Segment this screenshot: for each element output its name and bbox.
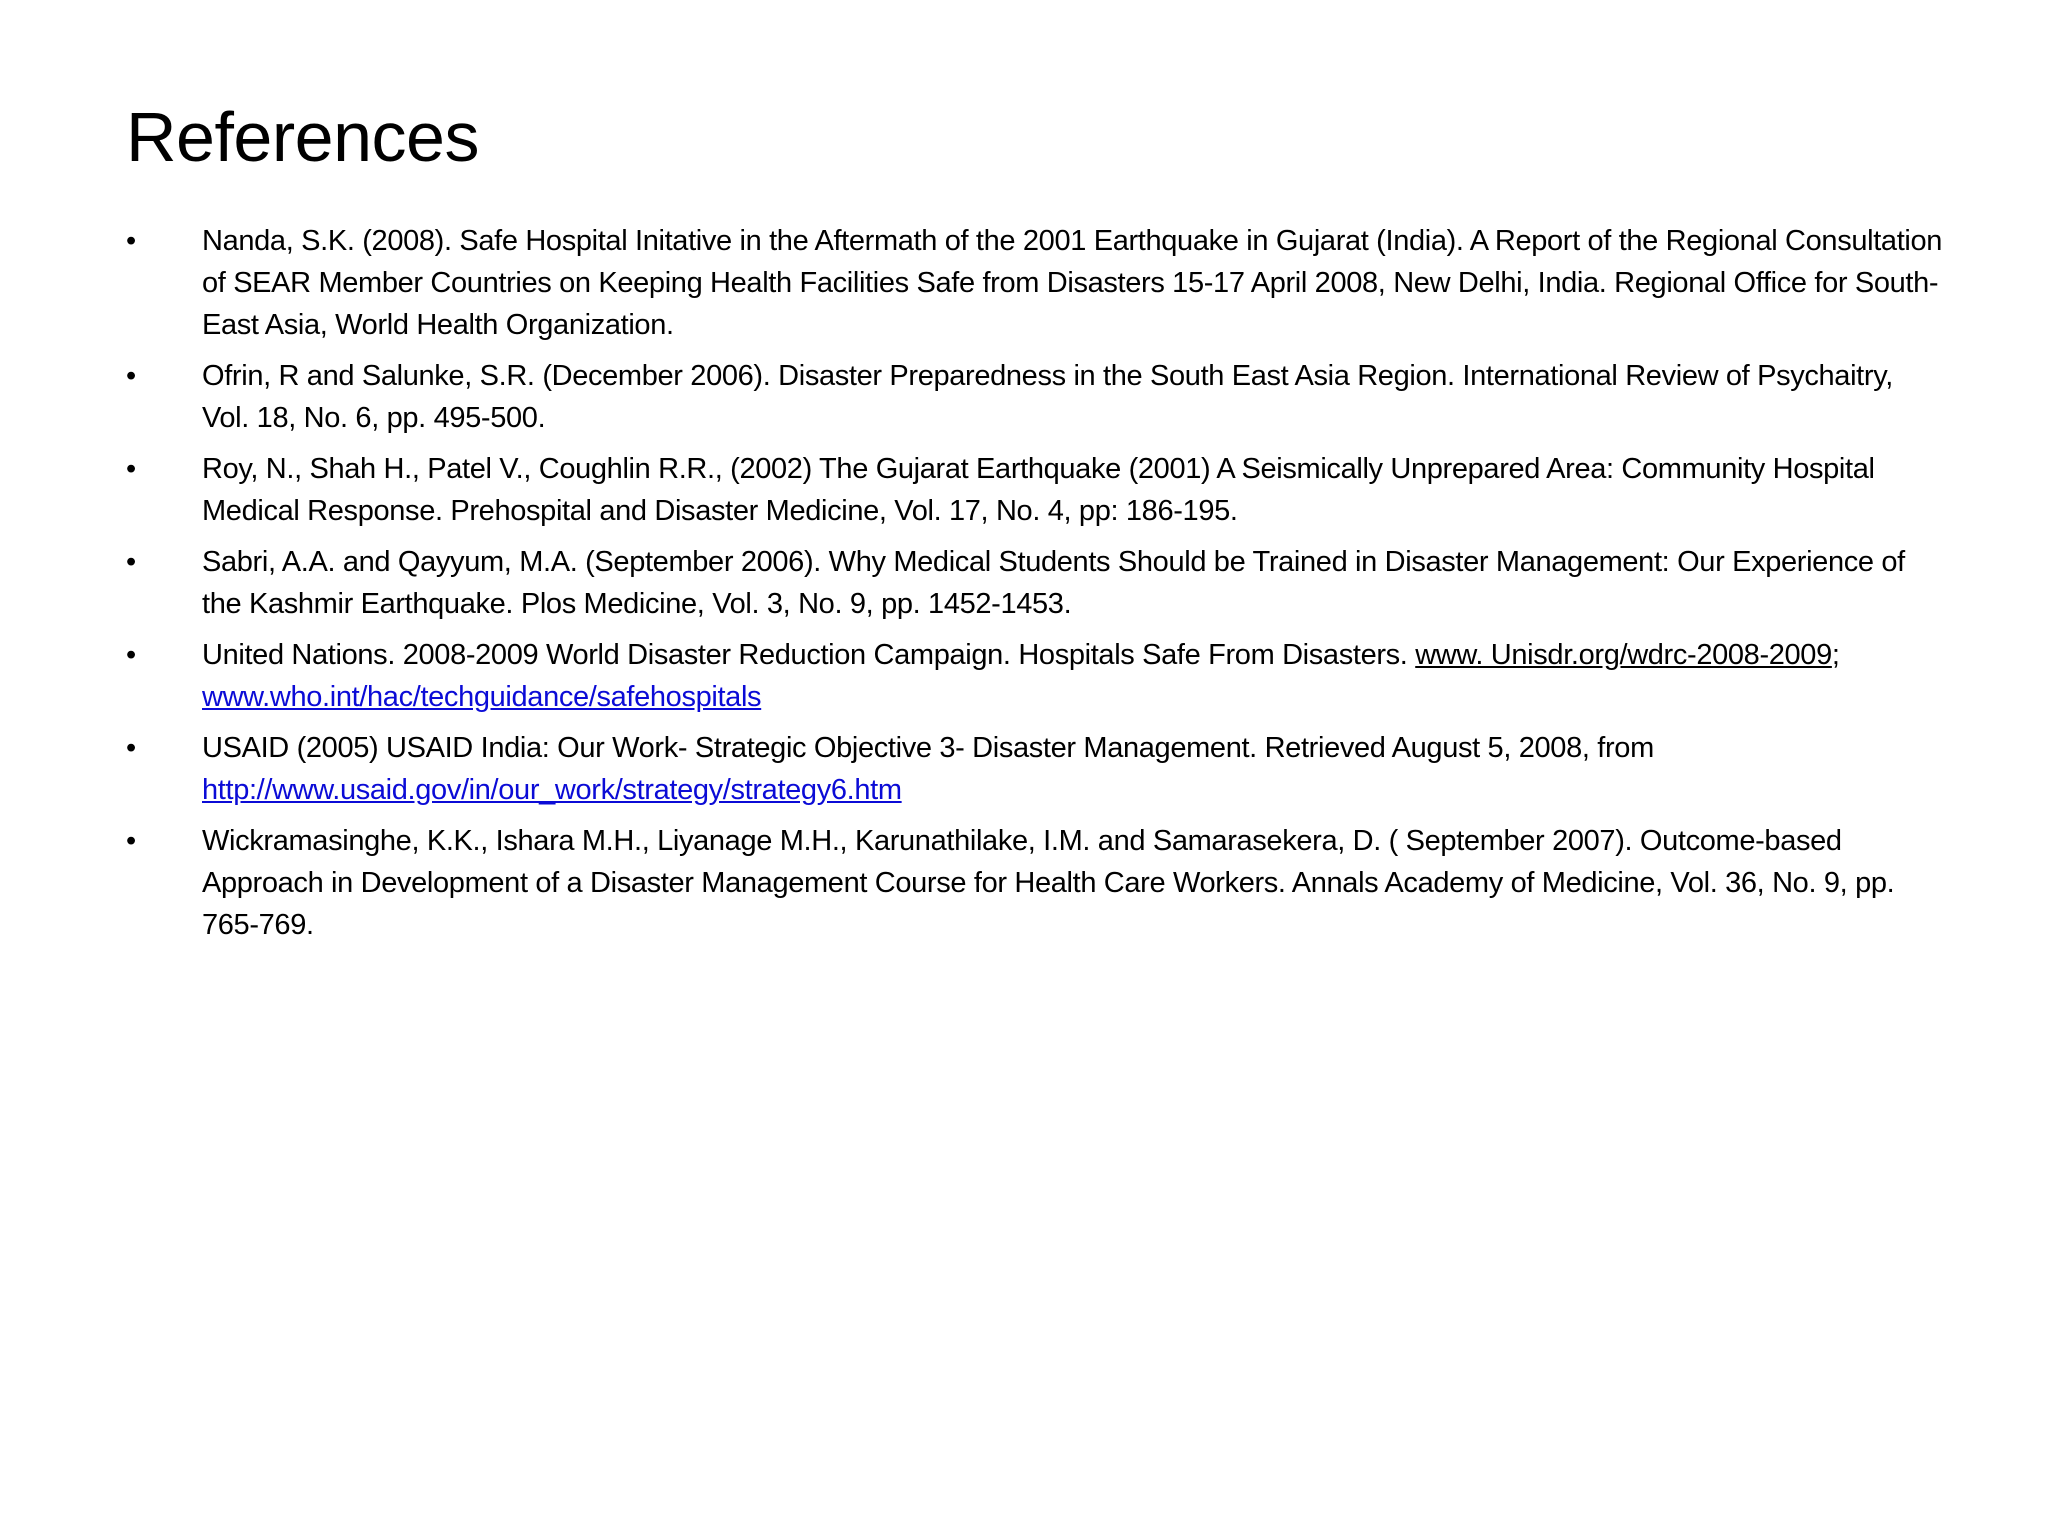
reference-text: Nanda, S.K. (2008). Safe Hospital Initative in the Aftermath of the 2001 Earthquake in Gujarat (India). A Report of the Regional Consultation of SEAR Member Countries on Keeping Health Facilities Safe from Disasters 15-17 April 2008, New Delhi, India. Regional Office for South-East Asia, World Health Organization. (202, 225, 1943, 341)
bullet-icon: • (126, 732, 136, 764)
slide-title: References (126, 98, 479, 176)
link-separator: ; (1831, 639, 1840, 671)
reference-item-ofrin (126, 355, 1946, 439)
bullet-icon: • (126, 546, 136, 578)
reference-item-roy (126, 448, 1946, 532)
reference-text: Roy, N., Shah H., Patel V., Coughlin R.R., (2002) The Gujarat Earthquake (2001) A Seismically Unprepared Area: Community Hospital Medical Response. Prehospital and Disaster Medicine, Vol. 17, No. 4, pp: 186-195. (202, 453, 1875, 527)
who-safehospitals-link[interactable]: www.who.int/hac/techguidance/safehospitals (202, 681, 762, 713)
reference-text: USAID (2005) USAID India: Our Work- Strategic Objective 3- Disaster Management. Retrieved August 5, 2008, from (202, 732, 1654, 764)
reference-text: Sabri, A.A. and Qayyum, M.A. (September 2006). Why Medical Students Should be Trained in Disaster Management: Our Experience of the Kashmir Earthquake. Plos Medicine, Vol. 3, No. 9, pp. 1452-1453. (202, 546, 1905, 620)
reference-text: United Nations. 2008-2009 World Disaster Reduction Campaign. Hospitals Safe From Disasters. (202, 639, 1416, 671)
bullet-icon: • (126, 453, 136, 485)
bullet-icon: • (126, 360, 136, 392)
reference-item-united-nations (126, 634, 1946, 718)
bullet-icon: • (126, 825, 136, 857)
bullet-icon: • (126, 225, 136, 257)
unisdr-link[interactable]: www. Unisdr.org/wdrc-2008-2009 (1415, 639, 1832, 671)
reference-item-wickramasinghe (126, 820, 1946, 946)
reference-item-sabri (126, 541, 1946, 625)
reference-item-usaid (126, 727, 1946, 811)
reference-text: Ofrin, R and Salunke, S.R. (December 2006). Disaster Preparedness in the South East Asia Region. International Review of Psychaitry, Vol. 18, No. 6, pp. 495-500. (202, 360, 1893, 434)
reference-list (126, 220, 1946, 955)
reference-text: Wickramasinghe, K.K., Ishara M.H., Liyanage M.H., Karunathilake, I.M. and Samarasekera, D. ( September 2007). Outcome-based Approach in Development of a Disaster Management Course for Health Care Workers. Annals Academy of Medicine, Vol. 36, No. 9, pp. 765-769. (202, 825, 1895, 941)
reference-item-nanda (126, 220, 1946, 346)
usaid-strategy-link[interactable]: http://www.usaid.gov/in/our_work/strategy/strategy6.htm (202, 774, 902, 806)
bullet-icon: • (126, 639, 136, 671)
